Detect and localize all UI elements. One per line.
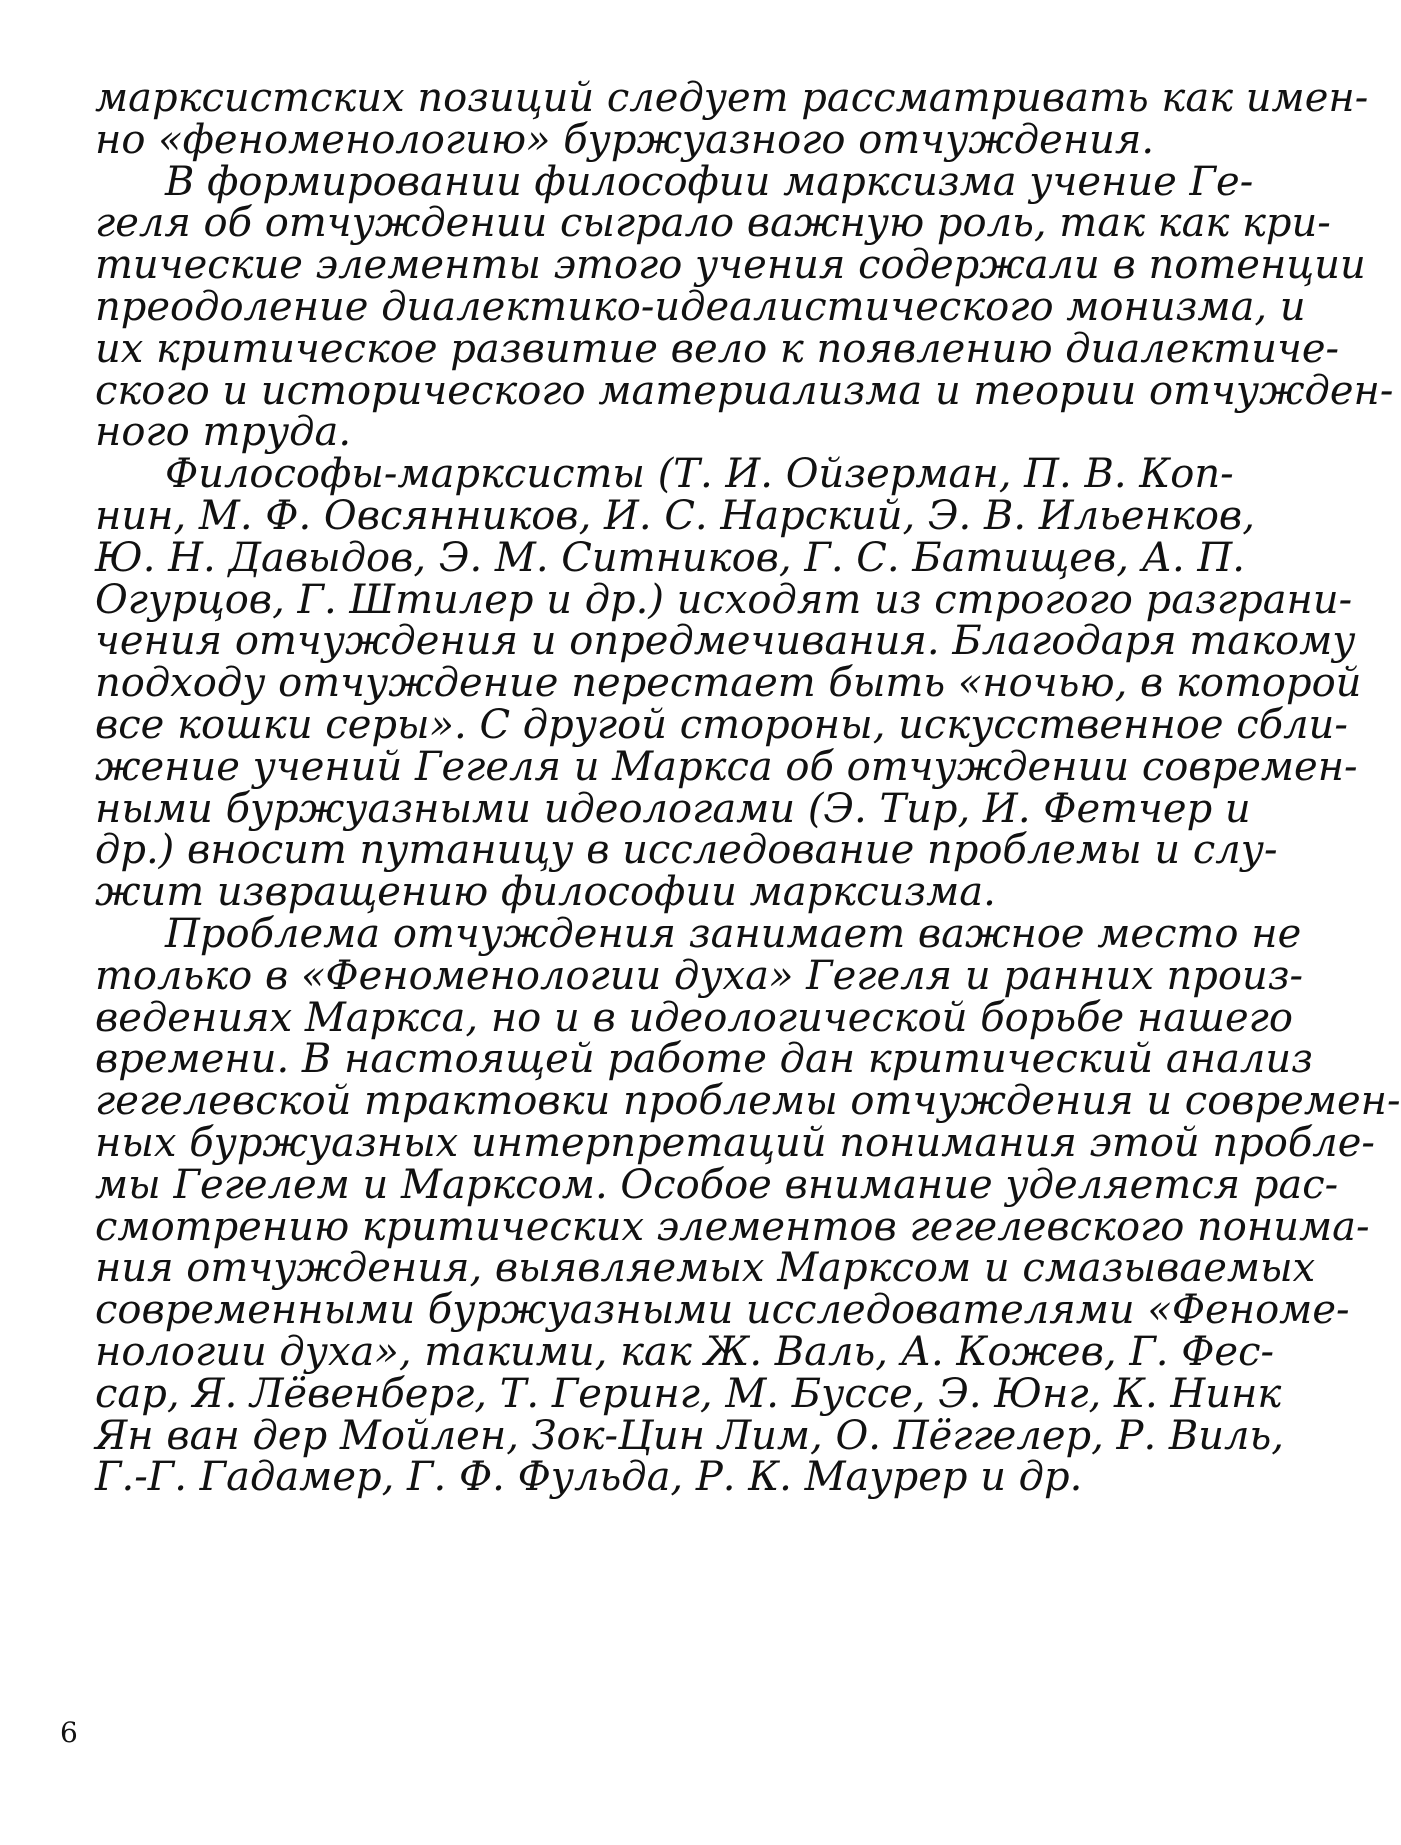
text-line: ния отчуждения, выявляемых Марксом и смазываемых — [95, 1245, 1316, 1292]
text-line: жение учений Гегеля и Маркса об отчуждении современ- — [95, 743, 1358, 790]
text-line: современными буржуазными исследователями «Феноме- — [95, 1287, 1350, 1334]
text-line: но «феноменологию» буржуазного отчуждения. — [95, 116, 1155, 163]
text-line: их критическое развитие вело к появлению диалектиче- — [95, 325, 1340, 372]
text-line: смотрению критических элементов гегелевского понима- — [95, 1203, 1370, 1250]
text-line: Огурцов, Г. Штилер и др.) исходят из строгого разграни- — [95, 576, 1353, 623]
text-line: марксистских позиций следует рассматривать как имен- — [95, 75, 1369, 121]
text-line: только в «Феноменологии духа» Гегеля и ранних произ- — [95, 952, 1304, 999]
text-line: ных буржуазных интерпретаций понимания этой пробле- — [95, 1119, 1375, 1166]
text-line: гегелевской трактовки проблемы отчуждения и современ- — [95, 1078, 1401, 1125]
text-line: ведениях Маркса, но и в идеологической борьбе нашего — [95, 994, 1293, 1041]
text-line: Ю. Н. Давыдов, Э. М. Ситников, Г. С. Батищев, А. П. — [95, 534, 1245, 581]
page-text-block — [95, 75, 1401, 1501]
text-line: Г.-Г. Гадамер, Г. Ф. Фульда, Р. К. Маурер и др. — [95, 1454, 1083, 1501]
text-line: сар, Я. Лёвенберг, Т. Геринг, М. Буссе, Э. Юнг, К. Нинк — [95, 1370, 1282, 1417]
text-line: мы Гегелем и Марксом. Особое внимание уделяется рас- — [95, 1161, 1339, 1208]
text-line: геля об отчуждении сыграло важную роль, так как кри- — [95, 200, 1331, 247]
text-line: чения отчуждения и опредмечивания. Благодаря такому — [95, 618, 1356, 665]
text-line: тические элементы этого учения содержали в потенции — [95, 242, 1366, 289]
text-line: ными буржуазными идеологами (Э. Тир, И. Фетчер и — [95, 785, 1251, 832]
text-line: ного труда. — [95, 409, 352, 456]
text-line: жит извращению философии марксизма. — [95, 869, 996, 916]
text-line: ского и исторического материализма и теории отчужден- — [95, 367, 1394, 414]
page-number: 6 — [60, 1716, 78, 1749]
text-line: др.) вносит путаницу в исследование проблемы и слу- — [95, 827, 1278, 874]
text-line: все кошки серы». С другой стороны, искусственное сбли- — [95, 701, 1348, 748]
text-line: преодоление диалектико-идеалистического монизма, и — [95, 283, 1306, 330]
paragraph-first-line: Проблема отчуждения занимает важное место не — [165, 910, 1302, 957]
text-line: времени. В настоящей работе дан критический анализ — [95, 1036, 1313, 1083]
text-line: нин, М. Ф. Овсянников, И. С. Нарский, Э. В. Ильенков, — [95, 492, 1255, 539]
paragraph-first-line: Философы-марксисты (Т. И. Ойзерман, П. В. Коп- — [165, 451, 1234, 498]
text-line: Ян ван дер Мойлен, Зок-Цин Лим, О. Пёггелер, Р. Виль, — [95, 1412, 1284, 1459]
text-line: подходу отчуждение перестает быть «ночью, в которой — [95, 660, 1362, 707]
text-line: нологии духа», такими, как Ж. Валь, А. Кожев, Г. Фес- — [95, 1328, 1275, 1375]
paragraph-first-line: В формировании философии марксизма учение Ге- — [165, 158, 1254, 205]
